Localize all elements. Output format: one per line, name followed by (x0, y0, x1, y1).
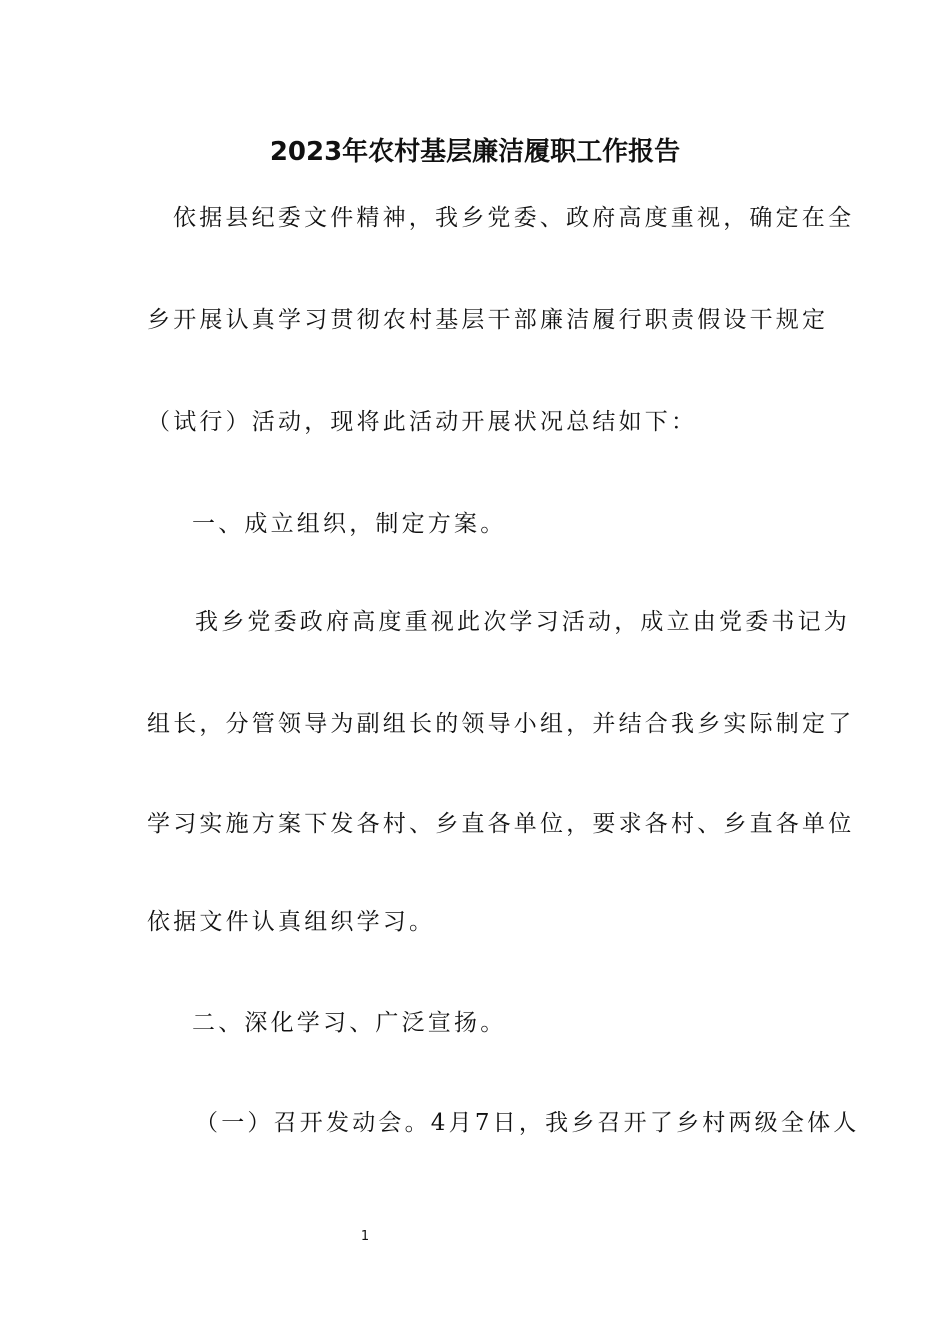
paragraph-line: 乡开展认真学习贯彻农村基层干部廉洁履行职责假设干规定 (147, 307, 829, 333)
paragraph-line: 学习实施方案下发各村、乡直各单位，要求各村、乡直各单位 (147, 811, 855, 837)
section-heading: 一、成立组织，制定方案。 (192, 511, 507, 537)
page-number: 1 (360, 1229, 370, 1244)
paragraph-line: 组长，分管领导为副组长的领导小组，并结合我乡实际制定了 (147, 711, 855, 737)
paragraph-line: 我乡党委政府高度重视此次学习活动，成立由党委书记为 (195, 609, 850, 635)
paragraph-line: 依据文件认真组织学习。 (147, 909, 436, 935)
section-heading: 二、深化学习、广泛宣扬。 (192, 1010, 507, 1036)
paragraph-line: （一）召开发动会。4月7日，我乡召开了乡村两级全体人 (195, 1110, 860, 1136)
paragraph-line: 依据县纪委文件精神，我乡党委、政府高度重视，确定在全 (173, 205, 855, 231)
paragraph-line: （试行）活动，现将此活动开展状况总结如下： (147, 409, 698, 435)
document-title: 2023年农村基层廉洁履职工作报告 (269, 137, 681, 167)
